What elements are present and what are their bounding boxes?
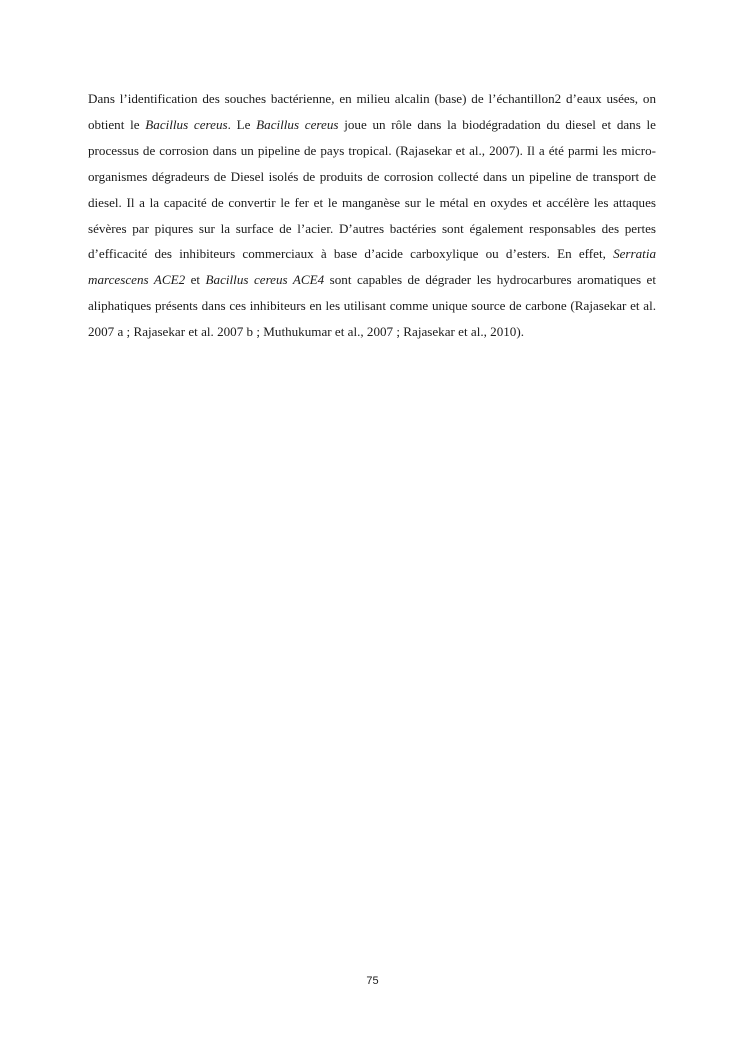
text-run: sont capables de dégrader les hydrocarbures aromatiques et aliphatiques présents dans ces inhibiteurs en les utilisant comme unique source de carbone (Rajasekar et al. 2007 a ; Rajasekar et al. 2007 b ; Muthukumar et al., 2007 ; Rajasekar et al., 2010). (88, 272, 656, 340)
text-run: . Le (227, 116, 257, 132)
page-number: 75 (366, 975, 379, 987)
species-name: Bacillus cereus ACE4 (205, 272, 325, 288)
species-name: Bacillus cereus (145, 116, 228, 132)
species-name: Serratia marcescens ACE2 (88, 246, 656, 288)
text-run: joue un rôle dans la biodégradation du diesel et dans le processus de corrosion dans un pipeline de pays tropical. (Rajasekar et al., 2007). Il a été parmi les micro-organismes dégradeurs de Diesel isolés de produits de corrosion collecté dans un pipeline de transport de diesel. Il a la capacité de convertir le fer et le manganèse sur le métal en oxydes et accélère les attaques sévères par piqures sur la surface de l’acier. D’autres bactéries sont également responsables des pertes d’efficacité des inhibiteurs commerciaux à base d’acide carboxylique ou d’esters. En effet, (88, 116, 656, 262)
text-run: et (185, 272, 206, 288)
body-paragraph (88, 86, 656, 345)
species-name: Bacillus cereus (256, 116, 339, 132)
text-run: Dans l’identification des souches bactérienne, en milieu alcalin (base) de l’échantillon2 d’eaux usées, on obtient le (88, 91, 656, 132)
